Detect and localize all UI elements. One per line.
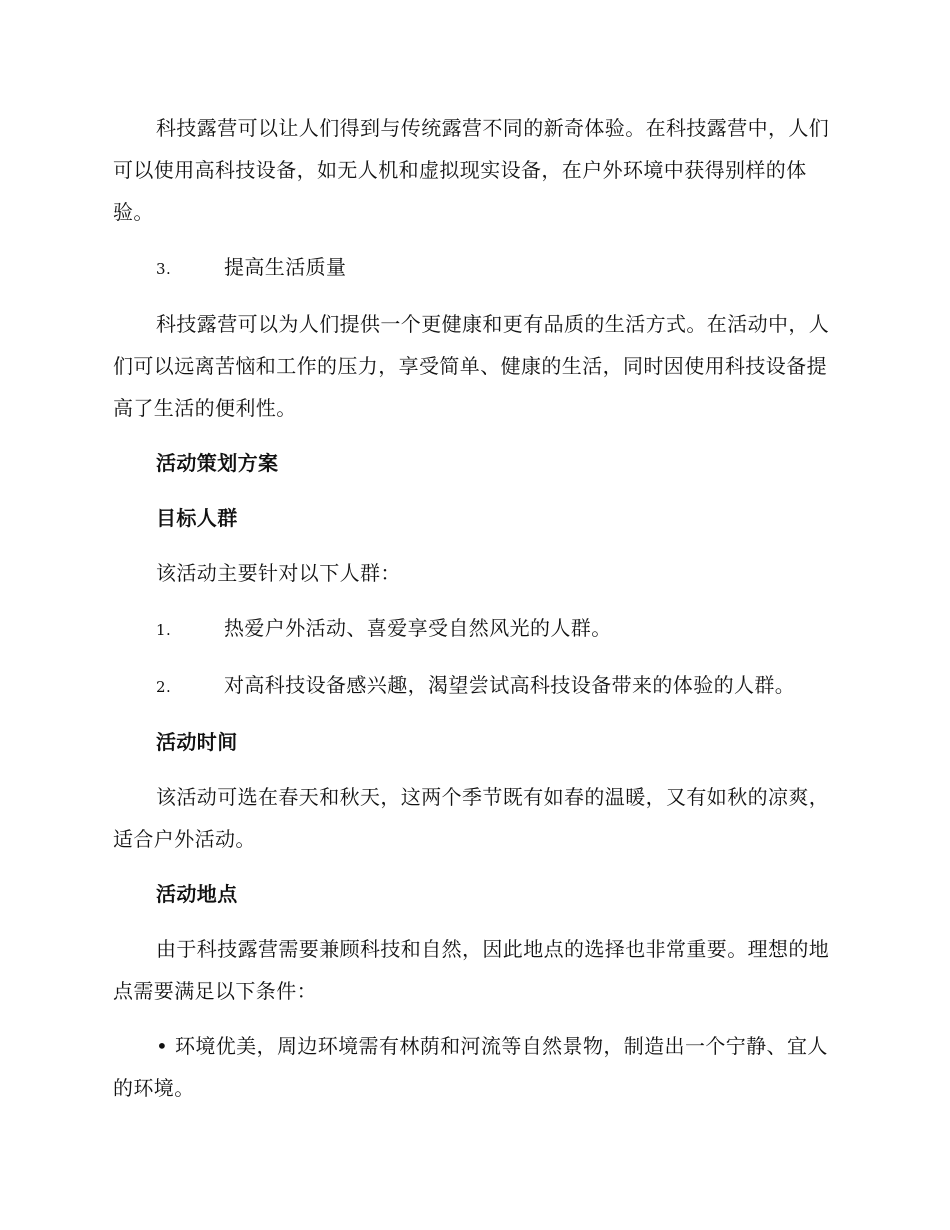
heading-activity-location: 活动地点 <box>156 882 238 906</box>
list-item-text: 对高科技设备感兴趣，渴望尝试高科技设备带来的体验的人群。 <box>224 673 796 697</box>
paragraph-life-quality: 科技露营可以为人们提供一个更健康和更有品质的生活方式。在活动中，人们可以远离苦恼和工作的压力，享受简单、健康的生活，同时因使用科技设备提高了生活的便利性。 <box>113 312 830 420</box>
paragraph-activity-time: 该活动可选在春天和秋天，这两个季节既有如春的温暖，又有如秋的凉爽，适合户外活动。 <box>113 785 830 851</box>
list-number: 2. <box>156 678 172 696</box>
list-number: 1. <box>156 621 172 639</box>
document-body <box>113 107 831 1122</box>
list-item-text: 热爱户外活动、喜爱享受自然风光的人群。 <box>224 616 612 640</box>
list-number: 3. <box>156 260 172 278</box>
bullet-environment: • 环境优美，周边环境需有林荫和河流等自然景物，制造出一个宁静、宜人的环境。 <box>113 1034 828 1100</box>
heading-target-audience: 目标人群 <box>156 506 238 530</box>
paragraph-target-intro: 该活动主要针对以下人群： <box>156 561 401 585</box>
heading-activity-plan: 活动策划方案 <box>156 451 279 475</box>
list-item-tech-enthusiasts <box>113 664 831 708</box>
heading-activity-time: 活动时间 <box>156 730 238 754</box>
list-item-text: 提高生活质量 <box>224 255 347 279</box>
paragraph-tech-camping-novelty: 科技露营可以让人们得到与传统露营不同的新奇体验。在科技露营中，人们可以使用高科技设备，如无人机和虚拟现实设备，在户外环境中获得别样的体验。 <box>113 116 830 224</box>
paragraph-location-intro: 由于科技露营需要兼顾科技和自然，因此地点的选择也非常重要。理想的地点需要满足以下条件： <box>113 937 830 1003</box>
list-item-improve-life-quality <box>113 246 831 290</box>
list-item-outdoor-lovers <box>113 607 831 651</box>
